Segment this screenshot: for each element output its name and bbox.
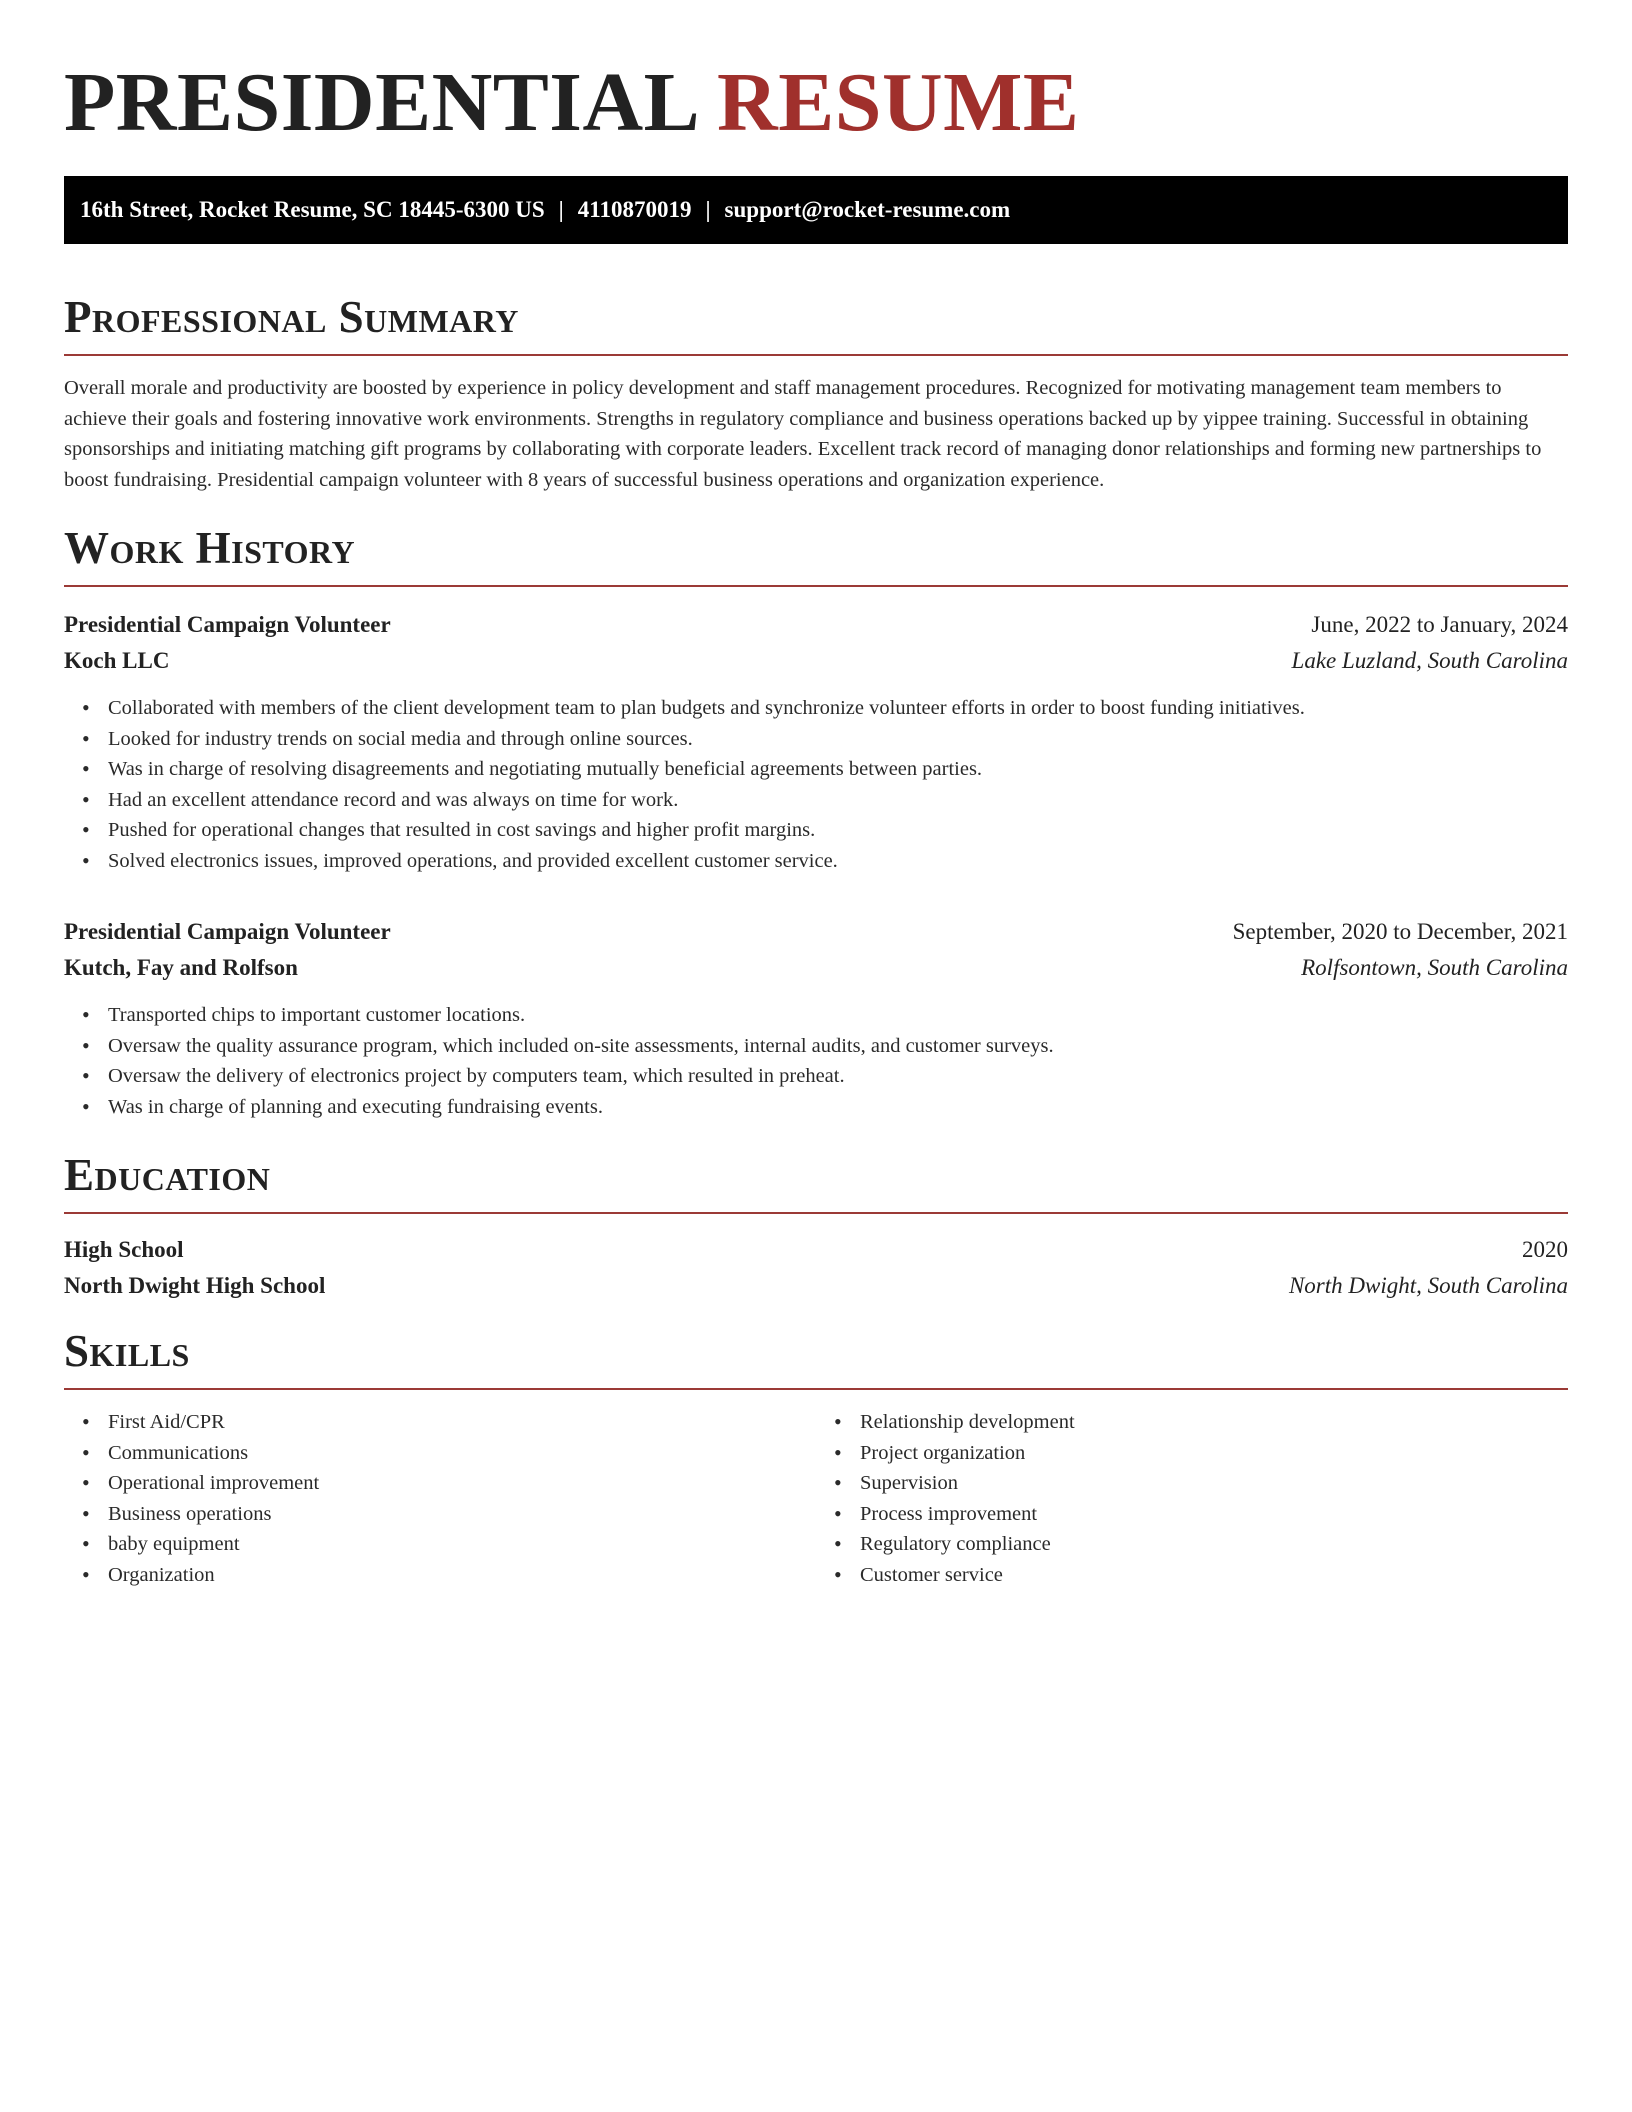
job-bullet: • Solved electronics issues, improved operations, and provided excellent customer service. <box>108 846 1568 877</box>
job-bullet: • Looked for industry trends on social media and through online sources. <box>108 724 1568 755</box>
education-entry <box>64 1232 1568 1304</box>
job-bullet: • Transported chips to important customer locations. <box>108 1000 1568 1031</box>
summary-section <box>64 290 1568 495</box>
job-title: Presidential Campaign Volunteer <box>64 919 391 944</box>
skill-item: • Operational improvement <box>108 1468 816 1499</box>
education-header-row <box>64 1232 1568 1268</box>
skill-item: • First Aid/CPR <box>108 1407 816 1438</box>
contact-bar <box>64 176 1568 244</box>
job-bullet: • Had an excellent attendance record and was always on time for work. <box>108 785 1568 816</box>
section-heading-work-history: Work History <box>64 523 356 573</box>
job-company: Kutch, Fay and Rolfson <box>64 955 298 980</box>
section-heading-education: Education <box>64 1150 271 1200</box>
contact-separator: | <box>558 197 564 222</box>
skill-item: • baby equipment <box>108 1529 816 1560</box>
skill-item: • Organization <box>108 1560 816 1591</box>
contact-separator: | <box>705 197 711 222</box>
title-first-word: PRESIDENTIAL <box>64 56 696 149</box>
resume-title <box>64 58 1568 148</box>
education-section <box>64 1148 1568 1304</box>
skill-item: • Relationship development <box>860 1407 1568 1438</box>
job-company: Koch LLC <box>64 648 170 673</box>
skill-item: • Customer service <box>860 1560 1568 1591</box>
job-company-row <box>64 643 1568 679</box>
section-divider <box>64 1212 1568 1214</box>
skills-columns <box>64 1407 1568 1590</box>
summary-text: Overall morale and productivity are boosted by experience in policy development and staff management procedures. Recognized for motivating management team members to achieve their goals and fostering innovative work environments. Strengths in regulatory compliance and business operations backed up by yippee training. Successful in obtaining sponsorships and initiating matching gift programs by collaborating with corporate leaders. Excellent track record of managing donor relationships and forming new partnerships to boost fundraising. Presidential campaign volunteer with 8 years of successful business operations and organization experience. <box>64 377 1542 491</box>
contact-phone: 4110870019 <box>577 197 692 222</box>
job-bullet: • Oversaw the quality assurance program, which included on-site assessments, internal audits, and customer surveys. <box>108 1031 1568 1062</box>
skill-item: • Business operations <box>108 1499 816 1530</box>
skills-list-right <box>816 1407 1568 1590</box>
section-heading-summary: Professional Summary <box>64 292 519 342</box>
job-location: Rolfsontown, South Carolina <box>1301 955 1568 980</box>
work-history-section <box>64 521 1568 1122</box>
skill-item: • Process improvement <box>860 1499 1568 1530</box>
contact-address: 16th Street, Rocket Resume, SC 18445-6300 US <box>80 197 545 222</box>
job-title: Presidential Campaign Volunteer <box>64 612 391 637</box>
skill-item: • Regulatory compliance <box>860 1529 1568 1560</box>
job-header-row <box>64 914 1568 950</box>
job-header-row <box>64 607 1568 643</box>
skill-item: • Communications <box>108 1438 816 1469</box>
title-last-word: RESUME <box>717 56 1080 149</box>
skills-section <box>64 1324 1568 1590</box>
job-entry <box>64 607 1568 876</box>
job-dates: June, 2022 to January, 2024 <box>1311 612 1568 637</box>
job-bullet: • Pushed for operational changes that resulted in cost savings and higher profit margins. <box>108 815 1568 846</box>
job-company-row <box>64 950 1568 986</box>
job-bullet: • Oversaw the delivery of electronics project by computers team, which resulted in preheat. <box>108 1061 1568 1092</box>
section-heading-skills: Skills <box>64 1326 190 1376</box>
job-bullet: • Collaborated with members of the client development team to plan budgets and synchronize volunteer efforts in order to boost funding initiatives. <box>108 693 1568 724</box>
education-location: North Dwight, South Carolina <box>1288 1273 1568 1298</box>
job-bullets <box>64 693 1568 876</box>
job-bullets <box>64 1000 1568 1122</box>
job-bullet: • Was in charge of resolving disagreements and negotiating mutually beneficial agreements between parties. <box>108 754 1568 785</box>
skills-list-left <box>64 1407 816 1590</box>
education-school-row <box>64 1268 1568 1304</box>
job-bullet: • Was in charge of planning and executing fundraising events. <box>108 1092 1568 1123</box>
contact-email: support@rocket-resume.com <box>724 197 1011 222</box>
section-divider <box>64 585 1568 587</box>
skill-item: • Supervision <box>860 1468 1568 1499</box>
education-year: 2020 <box>1522 1237 1568 1262</box>
job-dates: September, 2020 to December, 2021 <box>1232 919 1568 944</box>
section-divider <box>64 354 1568 356</box>
job-entry <box>64 914 1568 1122</box>
skill-item: • Project organization <box>860 1438 1568 1469</box>
education-degree: High School <box>64 1237 184 1262</box>
job-location: Lake Luzland, South Carolina <box>1291 648 1568 673</box>
education-school: North Dwight High School <box>64 1273 326 1298</box>
section-divider <box>64 1388 1568 1390</box>
